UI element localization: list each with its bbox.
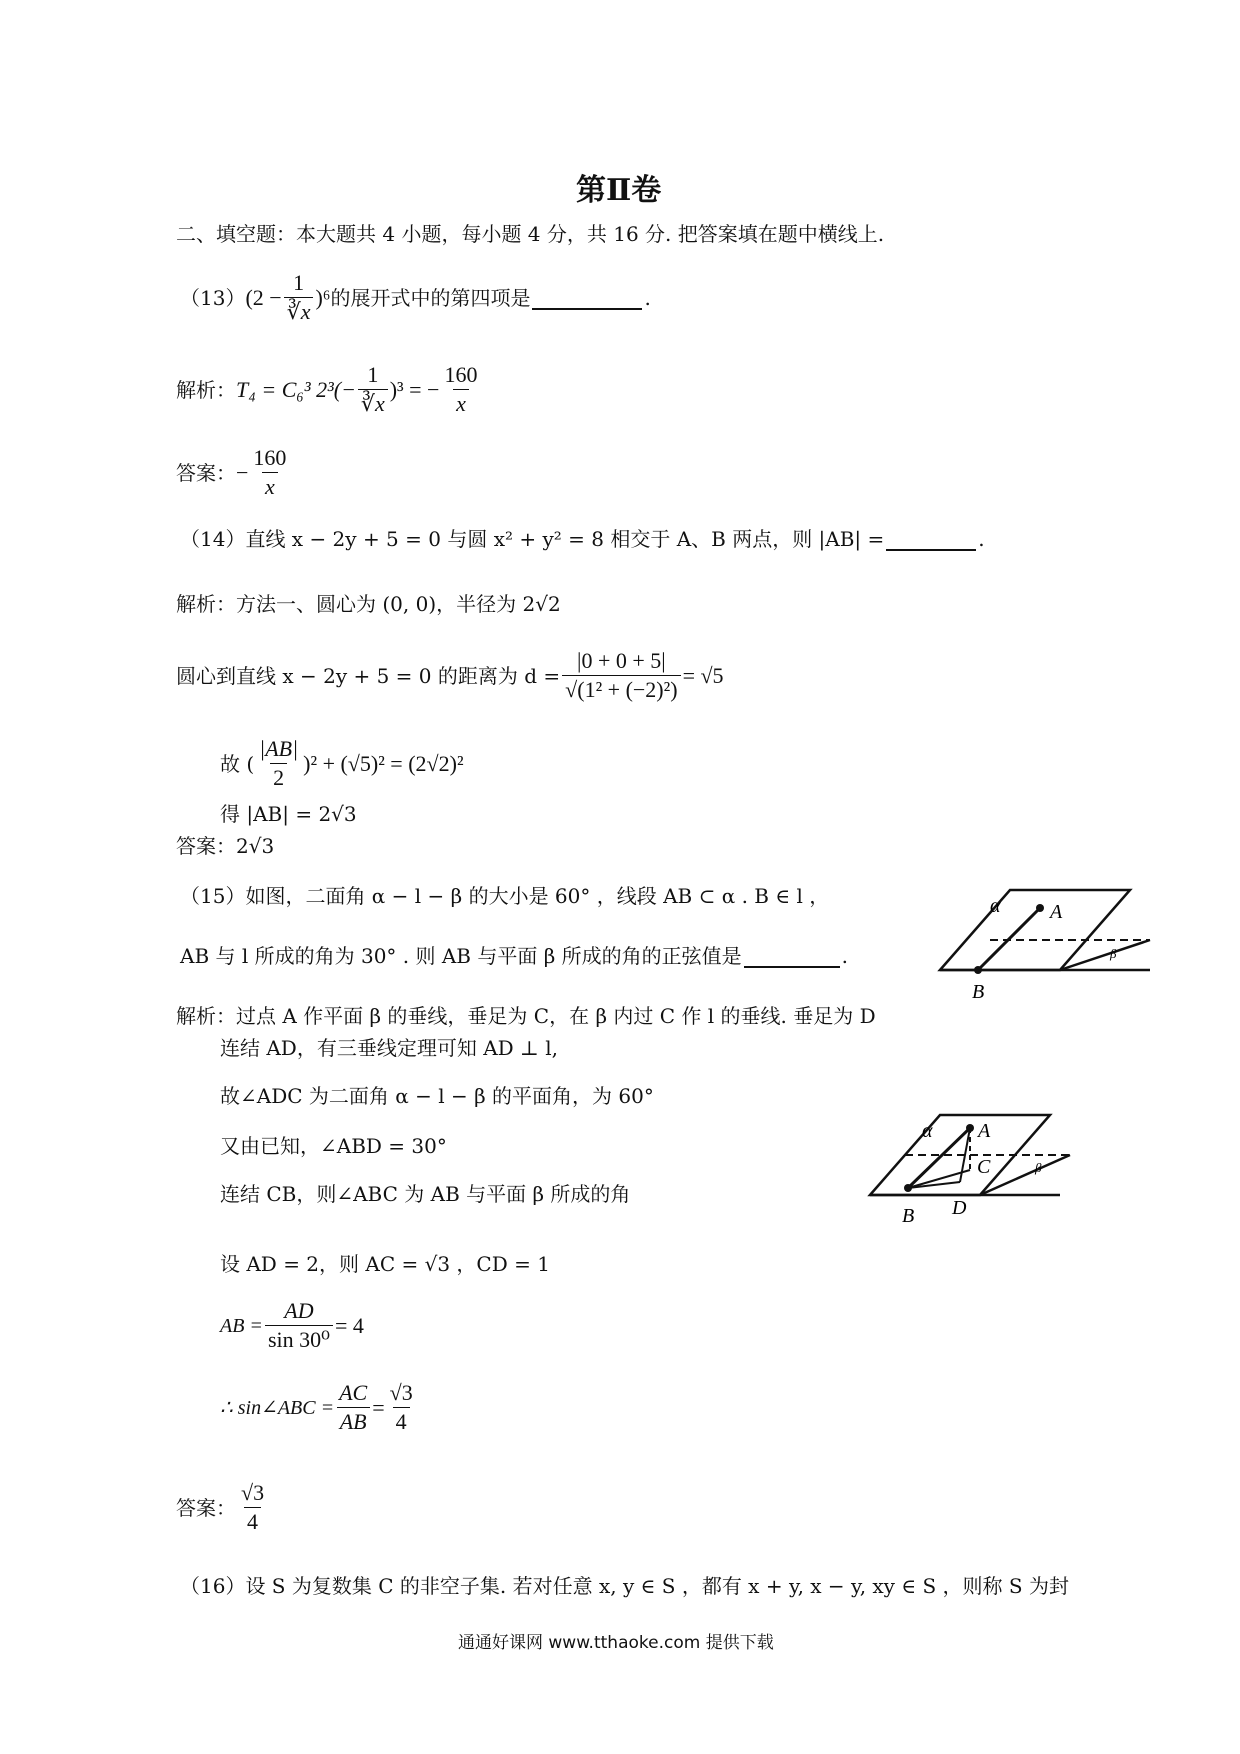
q15-a7-fraction — [265, 1298, 333, 1353]
q15-a7-post: = 4 — [334, 1312, 364, 1338]
q14-answer-blank[interactable] — [886, 527, 976, 551]
fig2-plane-beta-edge — [980, 1155, 1070, 1195]
page-footer: 通通好课网 www.tthaoke.com 提供下载 — [458, 1633, 774, 1653]
q13-analysis-label: 解析： — [176, 377, 236, 402]
q13-analysis-expr: T₄ = C₆³ 2³(− — [236, 376, 356, 402]
q13-answer-sign: − — [236, 459, 249, 485]
q14-distance-fraction — [562, 648, 680, 703]
q15-analysis-a3: 故∠ADC 为二面角 α − l − β 的平面角，为 60° — [220, 1084, 654, 1108]
fig1-label-beta: β — [1110, 946, 1117, 961]
q14-line3-num: |AB| — [259, 736, 299, 761]
fig2-label-b: B — [902, 1205, 915, 1227]
fig1-label-a: A — [1050, 901, 1063, 923]
q13-answer-den: x — [262, 472, 278, 500]
q15-line2: AB 与 l 所成的角为 30° . 则 AB 与平面 β 所成的角的正弦值是 — [180, 944, 742, 968]
question-13 — [180, 270, 651, 325]
q15-answer-fraction — [238, 1480, 267, 1535]
q15-end: . — [841, 944, 848, 968]
q13-fraction-den: ∛x — [284, 297, 314, 325]
q14-analysis-line2 — [176, 648, 724, 703]
q15-answer-den: 4 — [244, 1507, 261, 1535]
q14-analysis-line4: 得 |AB| = 2√3 — [220, 802, 357, 826]
q15-answer-num: √3 — [241, 1480, 265, 1505]
fig2-label-a: A — [978, 1120, 991, 1142]
q15-analysis-a1: 过点 A 作平面 β 的垂线，垂足为 C，在 β 内过 C 作 l 的垂线. 垂足为 D — [236, 1004, 876, 1028]
q14-answer: 答案：2√3 — [176, 834, 275, 858]
q15-a8-den: AB — [337, 1407, 370, 1435]
q15-a8-num: AC — [339, 1380, 368, 1405]
q15-analysis-label: 解析： — [176, 1004, 236, 1028]
q15-a7-num: AD — [284, 1298, 314, 1323]
question-16 — [180, 1572, 1069, 1600]
fig2-label-d: D — [952, 1197, 967, 1219]
q14-line3-post: )² + (√5)² = (2√2)² — [303, 750, 464, 776]
q13-answer-num: 160 — [253, 445, 287, 470]
fig2-point-b — [904, 1184, 912, 1192]
q14-distance-num: |0 + 0 + 5| — [577, 648, 666, 673]
q13-expr-right: )⁶ — [315, 284, 331, 310]
q14-method1: 方法一、圆心为 (0, 0)，半径为 2√2 — [236, 592, 561, 616]
q15-analysis-a2: 连结 AD，有三垂线定理可知 AD ⊥ l, — [220, 1036, 558, 1060]
q13-analysis-mid: )³ = − — [389, 376, 440, 402]
q13-analysis-frac-den: ∛x — [358, 389, 388, 417]
q15-answer-label: 答案： — [176, 1495, 236, 1520]
q15-analysis-a7 — [220, 1298, 364, 1353]
q13-end: . — [644, 285, 651, 310]
q15-a8-result-num: √3 — [389, 1380, 413, 1405]
q13-answer-label: 答案： — [176, 460, 236, 485]
q14-analysis-label: 解析： — [176, 592, 236, 616]
q15-analysis-a6: 设 AD = 2，则 AC = √3 ，CD = 1 — [220, 1252, 550, 1276]
question-14 — [180, 525, 985, 553]
q13-fraction-num: 1 — [293, 270, 305, 295]
q13-analysis — [176, 362, 482, 417]
q16-number: （16） — [180, 1574, 246, 1598]
q14-line3-den: 2 — [270, 763, 287, 791]
q14-distance-den: √(1² + (−2)²) — [562, 675, 680, 703]
q13-analysis-frac-num: 1 — [367, 362, 379, 387]
fig2-label-alpha: α — [922, 1120, 933, 1142]
q15-analysis-a4: 又由已知，∠ABD = 30° — [220, 1134, 447, 1158]
q14-number: （14） — [180, 527, 246, 551]
q13-expr-left: (2 − — [245, 284, 282, 310]
q13-text: 的展开式中的第四项是 — [330, 285, 531, 310]
q15-analysis-a8 — [220, 1380, 418, 1435]
page-title: 第Ⅱ卷 — [576, 173, 662, 208]
q15-line1: 如图，二面角 α − l − β 的大小是 60° ，线段 AB ⊂ α . B ∈ l ， — [245, 884, 830, 908]
q15-a8-result — [387, 1380, 416, 1435]
q14-end: . — [978, 527, 985, 551]
fig1-point-b — [974, 966, 982, 974]
q15-a8-mid: = — [372, 1394, 385, 1420]
fig1-label-alpha: α — [990, 895, 1001, 917]
q13-answer-blank[interactable] — [532, 286, 642, 310]
q14-distance-text: 圆心到直线 x − 2y + 5 = 0 的距离为 d = — [176, 663, 561, 688]
q13-answer — [176, 445, 291, 500]
q14-line3-fraction — [256, 736, 301, 791]
q15-a8-result-den: 4 — [393, 1407, 410, 1435]
fig2-point-a — [966, 1124, 974, 1132]
q14-analysis-line1 — [176, 590, 561, 618]
q15-answer-blank[interactable] — [744, 944, 840, 968]
fig1-point-a — [1036, 904, 1044, 912]
q14-analysis-line3 — [220, 736, 464, 791]
q15-number: （15） — [180, 884, 246, 908]
fig2-label-beta: β — [1035, 1160, 1042, 1175]
q15-a8-pre: ∴ sin∠ABC = — [220, 1396, 335, 1419]
fig2-label-c: C — [977, 1156, 991, 1178]
q15-figure-2 — [860, 1110, 1100, 1235]
q15-a7-pre: AB = — [220, 1314, 263, 1337]
fig1-plane-alpha — [940, 890, 1130, 970]
q15-analysis-line1 — [176, 1002, 876, 1030]
q14-line3-pre: 故 ( — [220, 751, 255, 776]
q13-analysis-result — [441, 362, 480, 417]
q15-a7-den: sin 30⁰ — [265, 1325, 333, 1353]
q15-analysis-a5: 连结 CB，则∠ABC 为 AB 与平面 β 所成的角 — [220, 1182, 631, 1206]
question-15-line2 — [180, 942, 848, 970]
q16-text: 设 S 为复数集 C 的非空子集. 若对任意 x, y ∈ S ，都有 x + y, x − y, xy ∈ S ，则称 S 为封 — [245, 1574, 1069, 1598]
q14-text: 直线 x − 2y + 5 = 0 与圆 x² + y² = 8 相交于 A、B 两点，则 |AB| = — [245, 527, 885, 551]
question-15-line1 — [180, 882, 829, 910]
q15-figure-1 — [930, 880, 1165, 1010]
q15-a8-fraction — [336, 1380, 370, 1435]
q14-distance-result: = √5 — [682, 662, 724, 688]
q13-number: （13） — [180, 285, 246, 310]
q13-analysis-result-den: x — [453, 389, 469, 417]
q13-fraction — [284, 270, 314, 325]
q15-answer — [176, 1480, 269, 1535]
fig1-label-b: B — [972, 981, 985, 1003]
q13-analysis-result-num: 160 — [444, 362, 478, 387]
section-heading: 二、填空题：本大题共 4 小题，每小题 4 分，共 16 分. 把答案填在题中横线上. — [176, 222, 885, 246]
q13-analysis-fraction — [358, 362, 388, 417]
q13-answer-fraction — [250, 445, 289, 500]
